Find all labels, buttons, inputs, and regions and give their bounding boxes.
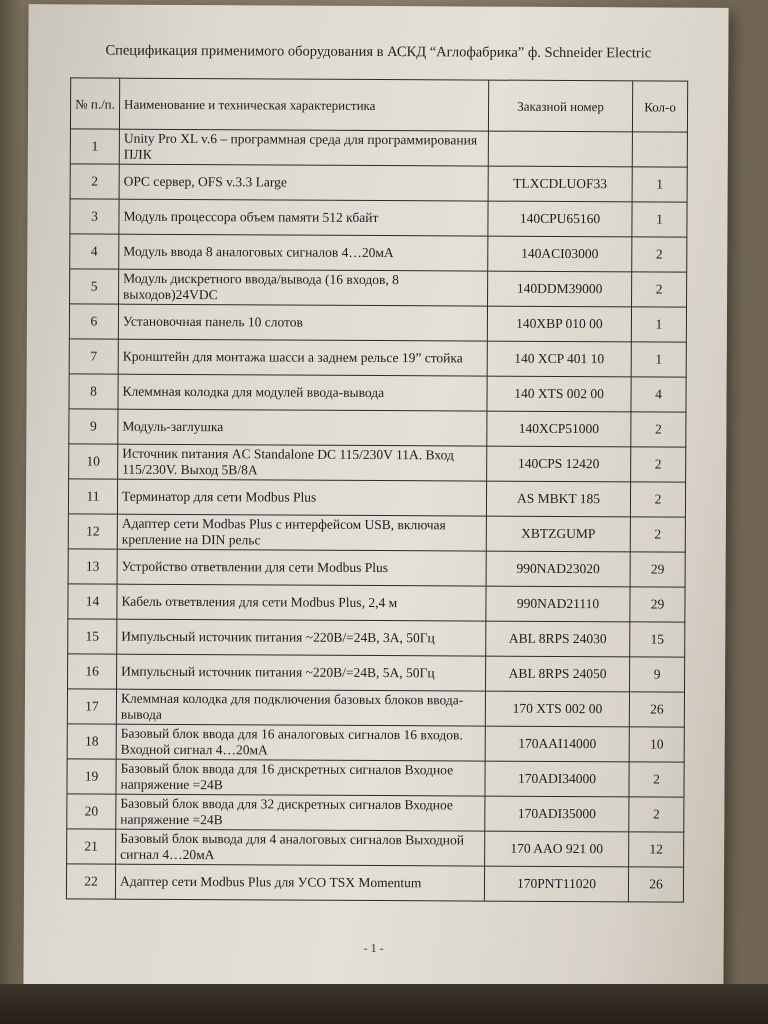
row-quantity: 29 [630,587,685,622]
row-name: Кронштейн для монтажа шасси а заднем рельсе 19” стойка [118,339,487,376]
row-quantity: 1 [631,307,686,342]
row-name: Unity Pro XL v.6 – программная среда для программирования ПЛК [119,129,488,166]
table-row [70,269,687,307]
table-row [68,549,685,587]
row-number: 12 [68,514,117,549]
row-quantity: 9 [630,657,685,692]
row-quantity: 1 [631,342,686,377]
row-order-number: 170PNT11020 [484,866,628,902]
row-quantity: 1 [632,202,687,237]
table-row [70,129,687,167]
row-quantity: 2 [630,482,685,517]
row-number: 18 [67,724,116,759]
row-name: Базовый блок ввода для 32 дискретных сигналов Входное напряжение =24В [116,794,485,831]
row-number: 6 [69,304,118,339]
row-quantity: 26 [628,867,683,902]
row-name: Установочная панель 10 слотов [118,304,487,341]
row-order-number: TLXCDLUOF33 [488,166,632,202]
table-row [70,199,687,237]
equipment-table [66,77,688,902]
row-quantity [632,132,687,167]
row-number: 13 [68,549,117,584]
row-name: Терминатор для сети Modbus Plus [117,479,486,516]
row-order-number: 170AAI14000 [485,726,629,762]
row-number: 17 [67,689,116,724]
row-order-number: 990NAD21110 [486,586,630,622]
row-number: 5 [70,269,119,304]
row-quantity: 2 [632,272,687,307]
row-number: 21 [67,829,116,864]
table-row [67,829,684,867]
row-order-number: 170ADI34000 [485,761,629,797]
row-quantity: 1 [632,167,687,202]
row-name: Базовый блок вывода для 4 аналоговых сигналов Выходной сигнал 4…20мА [116,829,485,866]
row-order-number: AS MBKT 185 [486,481,630,517]
row-order-number: 170ADI35000 [485,796,629,832]
row-quantity: 2 [629,797,684,832]
row-name: Импульсный источник питания ~220В/=24В, 3А, 50Гц [117,619,486,656]
row-name: Модуль ввода 8 аналоговых сигналов 4…20мА [119,234,488,271]
row-order-number: 140ACI03000 [488,236,632,272]
row-name: Устройство ответвлении для сети Modbus Plus [117,549,486,586]
row-quantity: 2 [631,447,686,482]
table-row [68,584,685,622]
document-title: Спецификация применимого оборудования в АСКД “Аглофабрика” ф. Schneider Electric [105,42,652,62]
row-name: Клеммная колодка для подключения базовых блоков ввода-вывода [116,689,485,726]
row-quantity: 2 [630,517,685,552]
table-row [69,409,686,447]
row-name: Импульсный источник питания ~220В/=24В, 5А, 50Гц [117,654,486,691]
row-quantity: 4 [631,377,686,412]
row-order-number: ABL 8RPS 24050 [486,656,630,692]
table-row [68,479,685,517]
row-name: Модуль процессора объем памяти 512 кбайт [119,199,488,236]
row-number: 4 [70,234,119,269]
header-name: Наименование и техническая характеристика [119,78,488,131]
table-row [69,444,686,482]
row-order-number: 170 AAO 921 00 [485,831,629,867]
row-number: 15 [68,619,117,654]
table-row [69,374,686,412]
table-row [70,164,687,202]
row-number: 11 [68,479,117,514]
table-row [68,514,685,552]
row-number: 19 [67,759,116,794]
row-order-number: 140CPU65160 [488,201,632,237]
row-name: Базовый блок ввода для 16 аналоговых сигналов 16 входов. Входной сигнал 4…20мА [116,724,485,761]
row-order-number: 140CPS 12420 [487,446,631,482]
table-row [68,619,685,657]
row-quantity: 2 [631,412,686,447]
row-quantity: 2 [629,762,684,797]
row-quantity: 15 [630,622,685,657]
row-number: 16 [68,654,117,689]
row-quantity: 10 [629,727,684,762]
table-row [67,689,684,727]
table-body [66,129,687,902]
row-order-number: 140 XTS 002 00 [487,376,631,412]
row-order-number: 170 XTS 002 00 [485,691,629,727]
table-row [67,724,684,762]
row-number: 14 [68,584,117,619]
page-number: - 1 - [363,940,384,956]
row-name: Модуль-заглушка [118,409,487,446]
row-name: Базовый блок ввода для 16 дискретных сигналов Входное напряжение =24В [116,759,485,796]
floor-shadow [0,984,768,1024]
row-order-number: 140XBP 010 00 [487,306,631,342]
table-row [69,304,686,342]
row-name: Адаптер сети Modbus Plus для УСО TSX Momentum [115,864,484,901]
row-number: 20 [67,794,116,829]
row-order-number: XBTZGUMP [486,516,630,552]
table-row [69,339,686,377]
row-number: 10 [69,444,118,479]
row-number: 2 [70,164,119,199]
row-name: Модуль дискретного ввода/вывода (16 входов, 8 выходов)24VDC [119,269,488,306]
table-row [67,759,684,797]
header-qty: Кол-о [632,81,687,132]
row-order-number [488,131,632,167]
row-number: 8 [69,374,118,409]
row-name: Клеммная колодка для модулей ввода-вывода [118,374,487,411]
row-number: 22 [66,864,115,899]
row-order-number: ABL 8RPS 24030 [486,621,630,657]
row-number: 7 [69,339,118,374]
row-quantity: 2 [632,237,687,272]
table-row [68,654,685,692]
row-order-number: 990NAD23020 [486,551,630,587]
table-row [67,794,684,832]
row-name: Источник питания AC Standalone DC 115/230V 11A. Вход 115/230V. Выход 5В/8А [118,444,487,481]
header-order: Заказной номер [488,80,632,132]
row-order-number: 140 XCP 401 10 [487,341,631,377]
row-order-number: 140DDM39000 [488,271,632,307]
row-number: 9 [69,409,118,444]
row-name: Кабель ответвления для сети Modbus Plus, 2,4 м [117,584,486,621]
row-number: 1 [70,129,119,164]
row-quantity: 12 [629,832,684,867]
table-header-row [70,78,687,132]
row-name: Адаптер сети Modbas Plus с интерфейсом USB, включая крепление на DIN рельс [117,514,486,551]
table-row [70,234,687,272]
row-order-number: 140XCP51000 [487,411,631,447]
row-number: 3 [70,199,119,234]
header-num: № п./п. [70,78,119,129]
row-name: OPC сервер, OFS v.3.3 Large [119,164,488,201]
document-page [23,4,728,998]
row-quantity: 29 [630,552,685,587]
row-quantity: 26 [629,692,684,727]
table-row [66,864,683,902]
